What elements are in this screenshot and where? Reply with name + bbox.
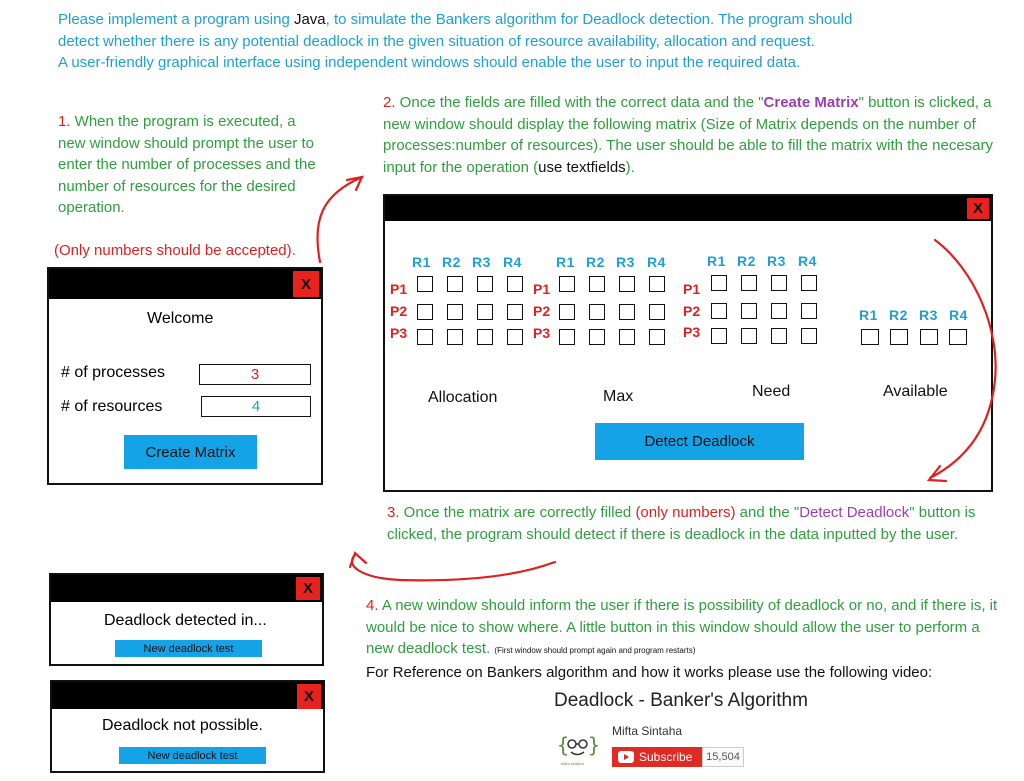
need-row-label-p1: P1 — [683, 281, 701, 297]
available-header-r3: R3 — [919, 307, 938, 323]
deadlock-not-possible-message: Deadlock not possible. — [102, 717, 263, 734]
allocation-row-label-p2: P2 — [390, 303, 408, 319]
max-row-label-p1: P1 — [533, 281, 551, 297]
available-label: Available — [883, 383, 948, 400]
max-header-r1: R1 — [556, 254, 575, 270]
close-button[interactable]: X — [293, 271, 319, 297]
allocation-header-r4: R4 — [503, 254, 522, 270]
available-header-r2: R2 — [889, 307, 908, 323]
allocation-row-label-p3: P3 — [390, 325, 408, 341]
need-header-r2: R2 — [737, 253, 756, 269]
need-row-label-p2: P2 — [683, 303, 701, 319]
allocation-label: Allocation — [428, 389, 498, 406]
resources-input[interactable]: 4 — [201, 396, 311, 417]
need-header-r1: R1 — [707, 253, 726, 269]
step1-note: (Only numbers should be accepted). — [54, 242, 296, 259]
allocation-header-r2: R2 — [442, 254, 461, 270]
processes-input[interactable]: 3 — [199, 364, 311, 385]
arrow-step1-to-step2 — [317, 178, 360, 262]
channel-logo-text: mifta sintaha — [561, 761, 584, 766]
subscribe-label: Subscribe — [639, 750, 693, 764]
step4-text: 4. A new window should inform the user if there is possibility of deadlock or no, and if there is, it would be nice to show where. A little button in this window should allow the user to perform a new deadlock test. (First window should prompt again and program restarts) For Reference on Bankers algorithm and how it works please use the following video: — [366, 595, 1006, 683]
intro-line-1: Please implement a program using Java, to simulate the Bankers algorithm for Deadlock detection. The program should — [58, 11, 853, 28]
step1-text: 1. When the program is executed, a new window should prompt the user to enter the number of processes and the number of resources for the desired operation. — [58, 113, 316, 216]
allocation-header-r3: R3 — [472, 254, 491, 270]
need-row-label-p3: P3 — [683, 324, 701, 340]
need-header-r4: R4 — [798, 253, 817, 269]
max-label: Max — [603, 388, 634, 405]
video-title[interactable]: Deadlock - Banker's Algorithm — [554, 690, 808, 711]
intro-line-3: A user-friendly graphical interface using independent windows should enable the user to input the required data. — [58, 54, 801, 71]
deadlock-detected-message: Deadlock detected in... — [104, 612, 267, 629]
step4-small-note: (First window should prompt again and program restarts) — [494, 646, 696, 655]
create-matrix-button[interactable]: Create Matrix — [124, 435, 257, 469]
subscriber-count: 15,504 — [702, 747, 744, 767]
step3-text: 3. Once the matrix are correctly filled (only numbers) and the "Detect Deadlock" button is clicked, the program should detect if there is deadlock in the data inputted by the user. — [387, 504, 976, 543]
available-header-r1: R1 — [859, 307, 878, 323]
welcome-title: Welcome — [147, 310, 214, 327]
available-header-r4: R4 — [949, 307, 968, 323]
allocation-row-label-p1: P1 — [390, 281, 408, 297]
max-row-label-p3: P3 — [533, 325, 551, 341]
resources-label: # of resources — [61, 398, 163, 415]
arrow-step2-to-step3 — [930, 240, 996, 478]
arrow-step3-to-step4 — [352, 555, 555, 580]
svg-text:{: { — [557, 733, 570, 757]
close-button[interactable]: X — [296, 577, 320, 600]
detect-deadlock-button[interactable]: Detect Deadlock — [595, 423, 804, 460]
step2-text: 2. Once the fields are filled with the correct data and the "Create Matrix" button is clicked, a new window should display the following matrix (Size of Matrix depends on the number of processes:number of resources). The user should be able to fill the matrix with the necesary input for the operation (use textfields). — [383, 94, 994, 176]
max-header-r2: R2 — [586, 254, 605, 270]
max-header-r4: R4 — [647, 254, 666, 270]
new-deadlock-test-button[interactable]: New deadlock test — [115, 640, 262, 657]
need-header-r3: R3 — [767, 253, 786, 269]
processes-label: # of processes — [61, 364, 166, 381]
allocation-header-r1: R1 — [412, 254, 431, 270]
step4-reference: For Reference on Bankers algorithm and how it works please use the following video: — [366, 663, 933, 681]
max-row-label-p2: P2 — [533, 303, 551, 319]
new-deadlock-test-button[interactable]: New deadlock test — [119, 747, 266, 764]
svg-text:}: } — [588, 733, 601, 757]
close-button[interactable]: X — [967, 198, 989, 219]
close-button[interactable]: X — [297, 684, 321, 709]
need-label: Need — [752, 383, 791, 400]
channel-name[interactable]: Mifta Sintaha — [612, 724, 683, 738]
max-header-r3: R3 — [616, 254, 635, 270]
intro-line-2: detect whether there is any potential deadlock in the given situation of resource availability, allocation and request. — [58, 32, 815, 50]
